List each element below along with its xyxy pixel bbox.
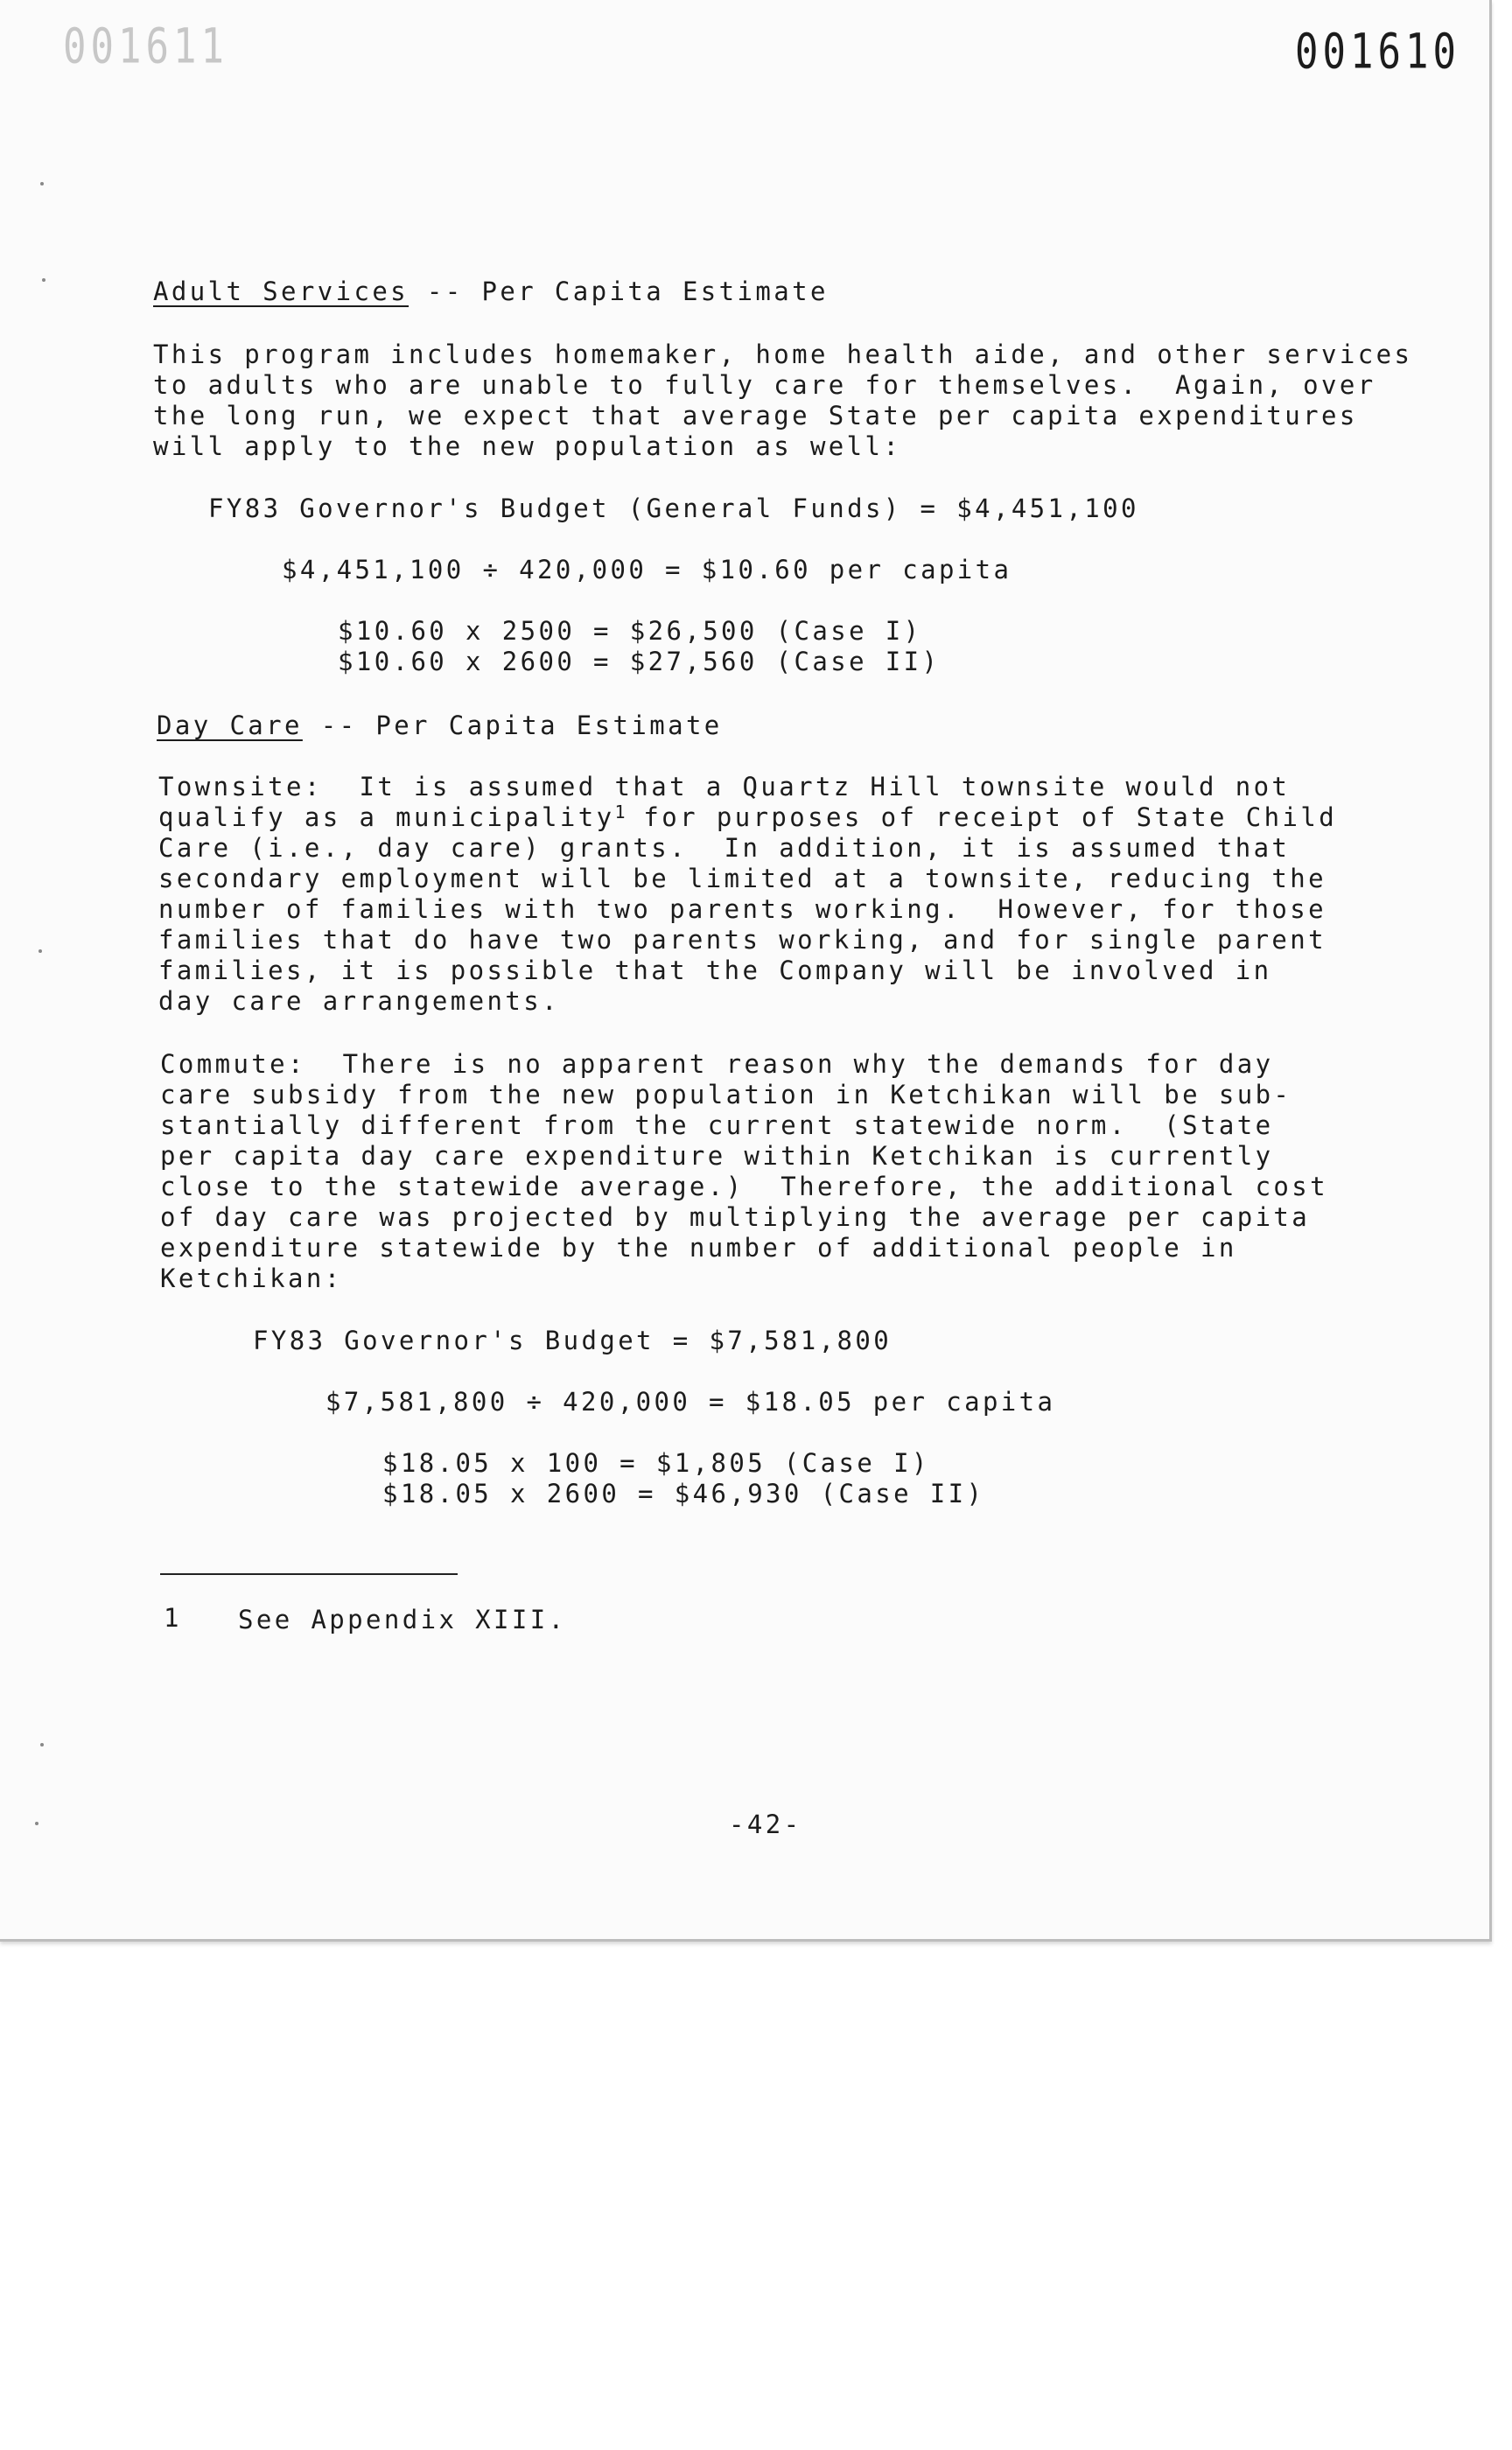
townsite-paragraph-line: day care arrangements. xyxy=(158,986,560,1016)
heading-day-suffix: -- Per Capita Estimate xyxy=(302,710,723,740)
townsite-paragraph-line: number of families with two parents working. However, for those xyxy=(158,894,1327,924)
adult-case-1-line: $10.60 x 2500 = $26,500 (Case I) xyxy=(338,616,922,646)
footnote-reference: 1 xyxy=(614,802,626,822)
commute-paragraph-line: care subsidy from the new population in Ketchikan will be sub- xyxy=(160,1080,1292,1110)
heading-adult-suffix: -- Per Capita Estimate xyxy=(409,276,829,306)
adult-paragraph-line: will apply to the new population as well: xyxy=(153,431,902,461)
heading-adult-label: Adult Services xyxy=(153,276,410,306)
townsite-paragraph-line: secondary employment will be limited at a townsite, reducing the xyxy=(158,864,1327,893)
commute-paragraph-line: per capita day care expenditure within Ketchikan is currently xyxy=(160,1141,1274,1171)
adult-budget-line: FY83 Governor's Budget (General Funds) = $4,451,100 xyxy=(208,494,1139,523)
footnote-text: See Appendix XIII. xyxy=(238,1605,567,1634)
footnote-number: 1 xyxy=(164,1603,182,1633)
heading-day-label: Day Care xyxy=(157,710,303,740)
day-budget-line: FY83 Governor's Budget = $7,581,800 xyxy=(253,1326,892,1355)
day-per-capita-line: $7,581,800 ÷ 420,000 = $18.05 per capita xyxy=(326,1387,1056,1417)
townsite-paragraph-line: Care (i.e., day care) grants. In addition, it is assumed that xyxy=(158,833,1291,863)
day-case-2-line: $18.05 x 2600 = $46,930 (Case II) xyxy=(382,1479,985,1508)
adult-paragraph-line: This program includes homemaker, home health aide, and other services xyxy=(153,340,1413,369)
section-heading-day-care xyxy=(157,710,723,741)
townsite-paragraph-line: families, it is possible that the Company will be involved in xyxy=(158,956,1272,985)
scan-speck xyxy=(40,1743,44,1746)
bleed-through-number: 001611 xyxy=(63,18,228,75)
scan-speck xyxy=(35,1822,38,1825)
adult-case-2-line: $10.60 x 2600 = $27,560 (Case II) xyxy=(338,647,941,676)
commute-paragraph-line: Ketchikan: xyxy=(160,1264,343,1293)
commute-paragraph-line: expenditure statewide by the number of additional people in xyxy=(160,1233,1237,1263)
scan-speck xyxy=(42,278,46,282)
day-case-1-line: $18.05 x 100 = $1,805 (Case I) xyxy=(382,1448,930,1478)
scan-speck xyxy=(38,949,42,953)
townsite-line-part: for purposes of receipt of State Child xyxy=(625,802,1338,832)
townsite-paragraph-line: Townsite: It is assumed that a Quartz Hill townsite would not xyxy=(158,772,1291,802)
commute-paragraph-line: Commute: There is no apparent reason why the demands for day xyxy=(160,1049,1274,1079)
adult-paragraph-line: the long run, we expect that average State per capita expenditures xyxy=(153,401,1358,430)
commute-paragraph-line: of day care was projected by multiplying the average per capita xyxy=(160,1202,1311,1232)
page-number: -42- xyxy=(729,1810,802,1839)
scan-speck xyxy=(40,182,44,186)
footnote-separator xyxy=(160,1573,458,1575)
commute-paragraph-line: close to the statewide average.) Therefore, the additional cost xyxy=(160,1172,1329,1201)
commute-paragraph-line: stantially different from the current statewide norm. (State xyxy=(160,1110,1274,1140)
townsite-paragraph-line xyxy=(158,802,1337,833)
section-heading-adult-services xyxy=(153,276,829,307)
adult-paragraph-line: to adults who are unable to fully care for themselves. Again, over xyxy=(153,370,1376,400)
townsite-line-part: qualify as a municipality xyxy=(158,802,615,832)
adult-per-capita-line: $4,451,100 ÷ 420,000 = $10.60 per capita xyxy=(282,555,1012,584)
document-number: 001610 xyxy=(1295,24,1460,80)
townsite-paragraph-line: families that do have two parents working, and for single parent xyxy=(158,925,1327,955)
